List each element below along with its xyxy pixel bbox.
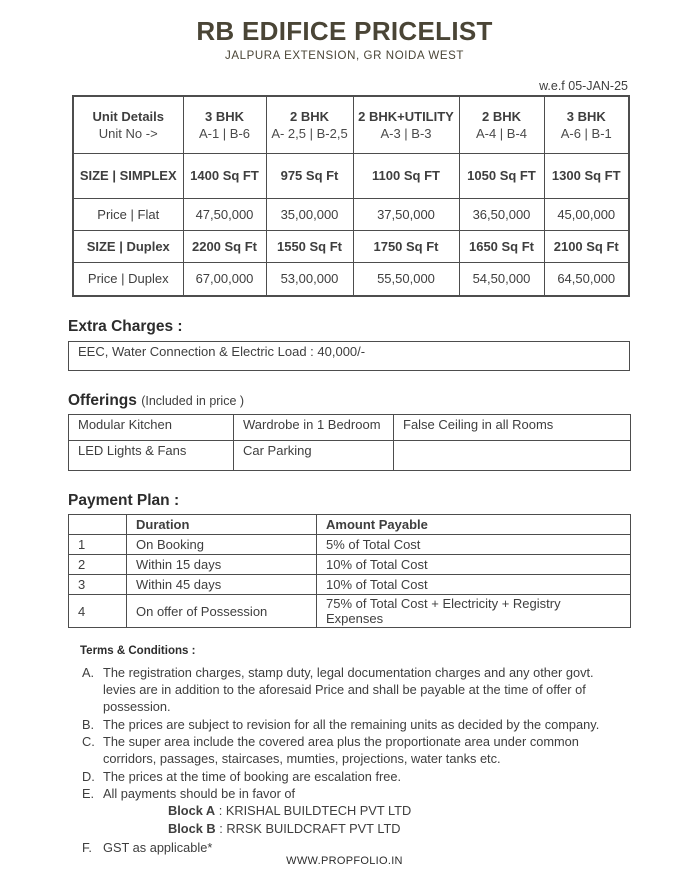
bhk-type: 3 BHK <box>204 108 244 124</box>
term-letter: F. <box>82 839 92 855</box>
bhk-units: A-6 | B-1 <box>560 125 612 141</box>
price-value: 54,50,000 <box>459 262 544 296</box>
bhk-type: 2 BHK <box>481 108 521 124</box>
pricelist-page <box>0 16 689 869</box>
bhk-units: A-3 | B-3 <box>380 125 432 141</box>
simplex-size-row <box>73 153 629 198</box>
terms-list <box>82 664 627 856</box>
size-value: 2100 Sq Ft <box>544 230 629 262</box>
offerings-heading <box>68 392 689 410</box>
offering-item: Modular Kitchen <box>69 415 234 441</box>
row-label: SIZE | SIMPLEX <box>73 153 183 198</box>
term-letter: E. <box>82 786 95 801</box>
footer-website: WWW.PROPFOLIO.IN <box>286 855 403 867</box>
extra-charges-heading: Extra Charges : <box>68 318 183 335</box>
price-value: 45,00,000 <box>544 198 629 230</box>
effective-date: w.e.f 05-JAN-25 <box>539 79 628 93</box>
price-value: 55,50,000 <box>353 262 459 296</box>
block-a-label: Block A <box>168 803 216 818</box>
page-title: RB EDIFICE PRICELIST <box>196 16 493 46</box>
bhk-units: A-1 | B-6 <box>198 125 251 141</box>
payment-duration: On Booking <box>127 535 317 555</box>
term-text: All payments should be in favor of <box>103 786 296 801</box>
term-letter: C. <box>82 734 95 749</box>
term-letter: B. <box>82 716 95 732</box>
duplex-price-row <box>73 262 629 296</box>
payment-no: 2 <box>69 555 127 575</box>
payment-row <box>69 595 631 628</box>
terms-heading: Terms & Conditions : <box>80 645 196 657</box>
payment-duration: On offer of Possession <box>127 595 317 628</box>
offering-item: LED Lights & Fans <box>69 441 234 471</box>
term-letter: D. <box>82 768 95 784</box>
price-value: 64,50,000 <box>544 262 629 296</box>
offerings-row <box>69 441 631 471</box>
unit-details-label: Unit Details <box>92 108 164 124</box>
size-value: 1100 Sq FT <box>353 153 459 198</box>
offering-item <box>394 441 631 471</box>
price-value: 67,00,000 <box>183 262 266 296</box>
bhk-type: 2 BHK <box>289 108 329 124</box>
size-value: 1300 Sq FT <box>544 153 629 198</box>
price-value: 35,00,000 <box>266 198 353 230</box>
offering-item: False Ceiling in all Rooms <box>394 415 631 441</box>
bhk-col-3 <box>353 96 459 153</box>
payment-row <box>69 535 631 555</box>
term-item-d <box>82 768 627 785</box>
block-a-line <box>168 802 627 820</box>
payment-amount: 10% of Total Cost <box>317 575 631 595</box>
payment-amount: 75% of Total Cost + Electricity + Registry Expenses <box>317 595 631 628</box>
bhk-units: A-4 | B-4 <box>475 125 528 141</box>
payment-col-empty <box>69 515 127 535</box>
offerings-row <box>69 415 631 441</box>
bhk-col-5 <box>544 96 629 153</box>
term-letter: A. <box>82 665 95 680</box>
bhk-units: A- 2,5 | B-2,5 <box>271 125 348 141</box>
payment-col-amount: Amount Payable <box>317 515 631 535</box>
price-table <box>72 95 630 297</box>
duplex-size-row <box>73 230 629 262</box>
size-value: 2200 Sq Ft <box>183 230 266 262</box>
term-item-c <box>82 733 627 767</box>
price-value: 53,00,000 <box>266 262 353 296</box>
price-table-header-row <box>73 96 629 153</box>
size-value: 1400 Sq FT <box>183 153 266 198</box>
payment-duration: Within 45 days <box>127 575 317 595</box>
payment-amount: 10% of Total Cost <box>317 555 631 575</box>
offering-item: Wardrobe in 1 Bedroom <box>234 415 394 441</box>
price-value: 37,50,000 <box>353 198 459 230</box>
bhk-col-4 <box>459 96 544 153</box>
payment-no: 4 <box>69 595 127 628</box>
page-subtitle: JALPURA EXTENSION, GR NOIDA WEST <box>224 50 465 62</box>
row-label: Price | Flat <box>73 198 183 230</box>
term-text: The prices at the time of booking are escalation free. <box>103 768 402 784</box>
offerings-table <box>68 414 631 471</box>
term-text: The prices are subject to revision for all the remaining units as decided by the company. <box>103 716 600 732</box>
block-a-value: : KRISHAL BUILDTECH PVT LTD <box>218 803 412 818</box>
offerings-note: (Included in price ) <box>141 394 245 408</box>
block-b-label: Block B <box>168 821 216 836</box>
block-b-value: : RRSK BUILDCRAFT PVT LTD <box>219 821 401 836</box>
offering-item: Car Parking <box>234 441 394 471</box>
payment-row <box>69 575 631 595</box>
term-item-e <box>82 785 627 802</box>
payment-duration: Within 15 days <box>127 555 317 575</box>
row-label: Price | Duplex <box>73 262 183 296</box>
payment-plan-table <box>68 514 631 628</box>
term-text: GST as applicable* <box>103 839 213 855</box>
payment-no: 1 <box>69 535 127 555</box>
bhk-type: 3 BHK <box>566 108 606 124</box>
bhk-col-1 <box>183 96 266 153</box>
term-item-f <box>82 839 627 856</box>
unit-no-label: Unit No -> <box>98 125 158 141</box>
payment-row <box>69 555 631 575</box>
bhk-type: 2 BHK+UTILITY <box>358 108 454 124</box>
price-value: 47,50,000 <box>183 198 266 230</box>
size-value: 1650 Sq Ft <box>459 230 544 262</box>
term-text: The super area include the covered area plus the proportionate area under common corridors, passages, staircases, mumties, projections, water tanks etc. <box>103 734 579 766</box>
payment-amount: 5% of Total Cost <box>317 535 631 555</box>
payment-plan-heading: Payment Plan : <box>68 492 180 509</box>
size-value: 1050 Sq FT <box>459 153 544 198</box>
term-item-b <box>82 716 627 733</box>
price-value: 36,50,000 <box>459 198 544 230</box>
unit-details-cell <box>73 96 183 153</box>
offerings-title: Offerings <box>68 392 137 409</box>
flat-price-row <box>73 198 629 230</box>
size-value: 975 Sq Ft <box>266 153 353 198</box>
extra-charges-box: EEC, Water Connection & Electric Load : 40,000/- <box>68 341 630 371</box>
term-item-a <box>82 664 627 715</box>
term-text: The registration charges, stamp duty, legal documentation charges and any other govt. levies are in addition to the aforesaid Price and shall be payable at the time of offer of possession. <box>103 665 594 714</box>
block-b-line <box>168 820 627 838</box>
size-value: 1750 Sq Ft <box>353 230 459 262</box>
bhk-col-2 <box>266 96 353 153</box>
size-value: 1550 Sq Ft <box>266 230 353 262</box>
payment-no: 3 <box>69 575 127 595</box>
row-label: SIZE | Duplex <box>73 230 183 262</box>
payment-header-row <box>69 515 631 535</box>
payment-col-duration: Duration <box>127 515 317 535</box>
